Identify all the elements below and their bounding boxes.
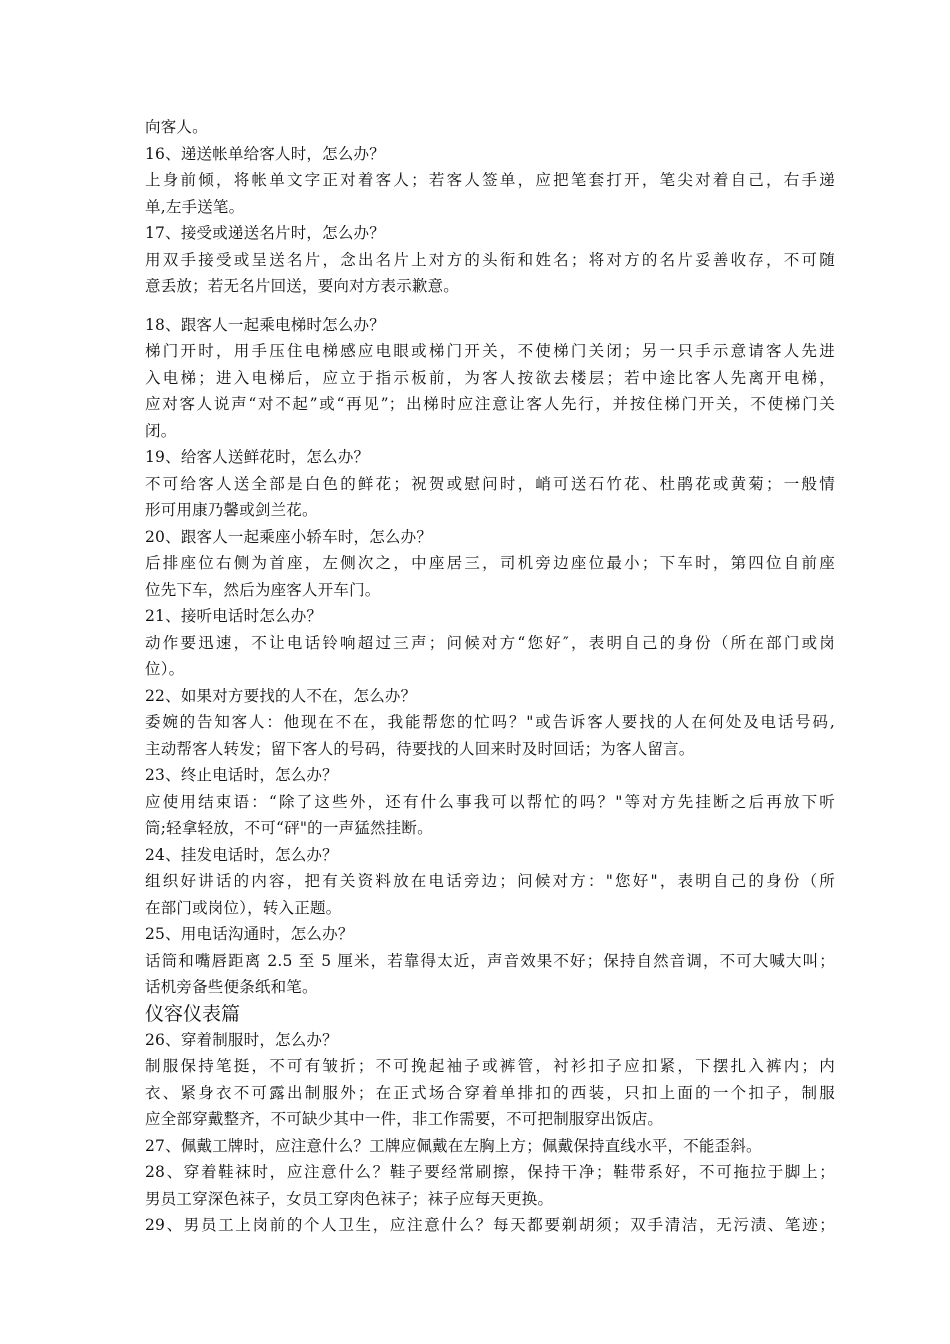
question-heading: 16、递送帐单给客人时，怎么办？ xyxy=(145,144,385,163)
question-heading: 22、如果对方要找的人不在，怎么办？ xyxy=(145,686,417,705)
paragraph-gap xyxy=(145,300,835,312)
question-heading: 19、给客人送鲜花时，怎么办？ xyxy=(145,448,370,466)
question-heading: 25、用电话沟通时，怎么办？ xyxy=(145,925,354,943)
text-line: 梯门开时，用手压住电梯感应电眼或梯门开关，不使梯门关闭；另一只手示意请客人先进 xyxy=(145,342,835,360)
text-line: 用双手接受或呈送名片，念出名片上对方的头衔和姓名；将对方的名片妥善收存，不可随 xyxy=(145,250,835,269)
text-line: 位）。 xyxy=(145,660,185,678)
text-line: 应全部穿戴整齐，不可缺少其中一件，非工作需要，不可把制服穿出饭店。 xyxy=(145,1110,664,1128)
text-line: 委婉的告知客人：他现在不在，我能帮您的忙吗？"或告诉客人要找的人在何处及电话号码, xyxy=(145,713,835,731)
text-line: 话机旁备些便条纸和笔。 xyxy=(145,978,318,996)
question-heading: 17、接受或递送名片时，怎么办？ xyxy=(145,224,385,242)
question-heading: 28、穿着鞋袜时，应注意什么？鞋子要经常刷擦，保持干净；鞋带系好，不可拖拉于脚上； xyxy=(145,1163,835,1181)
text-line: 主动帮客人转发；留下客人的号码，待要找的人回来时及时回话；为客人留言。 xyxy=(145,739,695,758)
text-line: 入电梯；进入电梯后，应立于指示板前，为客人按欲去楼层；若中途比客人先离开电梯， xyxy=(145,368,835,387)
text-line: 筒;轻拿轻放，不可“砰"的一声猛然挂断。 xyxy=(145,819,433,837)
text-line: 形可用康乃馨或剑兰花。 xyxy=(145,501,318,519)
text-line: 男员工穿深色袜子，女员工穿肉色袜子；袜子应每天更换。 xyxy=(145,1189,554,1208)
question-heading: 23、终止电话时，怎么办？ xyxy=(145,766,338,784)
question-heading: 24、挂发电话时，怎么办？ xyxy=(145,845,338,864)
text-line: 应对客人说声“对不起”或“再见”；出梯时应注意让客人先行，并按住梯门开关，不使梯门关 xyxy=(145,395,835,413)
question-heading: 27、佩戴工牌时，应注意什么？工牌应佩戴在左胸上方；佩戴保持直线水平，不能歪斜。 xyxy=(145,1136,762,1155)
text-line: 制服保持笔挺，不可有皱折；不可挽起袖子或裤管，衬衫扣子应扣紧，下摆扎入裤内；内 xyxy=(145,1057,835,1075)
text-line: 动作要迅速，不让电话铃响超过三声；问候对方“您好″，表明自己的身份（所在部门或岗 xyxy=(145,633,835,652)
text-line: 闭。 xyxy=(145,421,177,440)
text-line: 话筒和嘴唇距离 2.5 至 5 厘米，若靠得太近，声音效果不好；保持自然音调，不可大喊大叫； xyxy=(145,951,835,970)
question-heading: 29、男员工上岗前的个人卫生，应注意什么？每天都要剃胡须；双手清洁，无污渍、笔迹； xyxy=(145,1216,835,1234)
question-heading: 21、接听电话时怎么办？ xyxy=(145,607,323,625)
text-line: 应使用结束语：“除了这些外，还有什么事我可以帮忙的吗？"等对方先挂断之后再放下听 xyxy=(145,792,835,811)
question-heading: 26、穿着制服时，怎么办？ xyxy=(145,1030,338,1049)
text-line: 组织好讲话的内容，把有关资料放在电话旁边；问候对方："您好"，表明自己的身份（所 xyxy=(145,872,835,890)
question-heading: 18、跟客人一起乘电梯时怎么办？ xyxy=(145,315,385,334)
text-line: 位先下车，然后为座客人开车门。 xyxy=(145,580,381,599)
text-line: 在部门或岗位），转入正题。 xyxy=(145,898,342,917)
text-line: 不可给客人送全部是白色的鲜花；祝贺或慰问时，峭可送石竹花、杜鹃花或黄菊；一般情 xyxy=(145,474,835,493)
text-line: 后排座位右侧为首座，左侧次之，中座居三，司机旁边座位最小；下车时，第四位自前座 xyxy=(145,554,835,572)
text-line: 向客人。 xyxy=(145,118,208,136)
section-heading: 仪容仪表篇 xyxy=(145,1002,241,1025)
question-heading: 20、跟客人一起乘座小轿车时，怎么办？ xyxy=(145,527,433,546)
document-body xyxy=(145,114,835,1239)
text-line: 衣、紧身衣不可露出制服外；在正式场合穿着单排扣的西装，只扣上面的一个扣子，制服 xyxy=(145,1083,835,1102)
text-line: 意丢放；若无名片回送，要向对方表示歉意。 xyxy=(145,277,460,295)
text-line: 上身前倾，将帐单文字正对着客人；若客人签单，应把笔套打开，笔尖对着自己，右手递 xyxy=(145,171,835,189)
text-line: 单,左手送笔。 xyxy=(145,197,245,216)
